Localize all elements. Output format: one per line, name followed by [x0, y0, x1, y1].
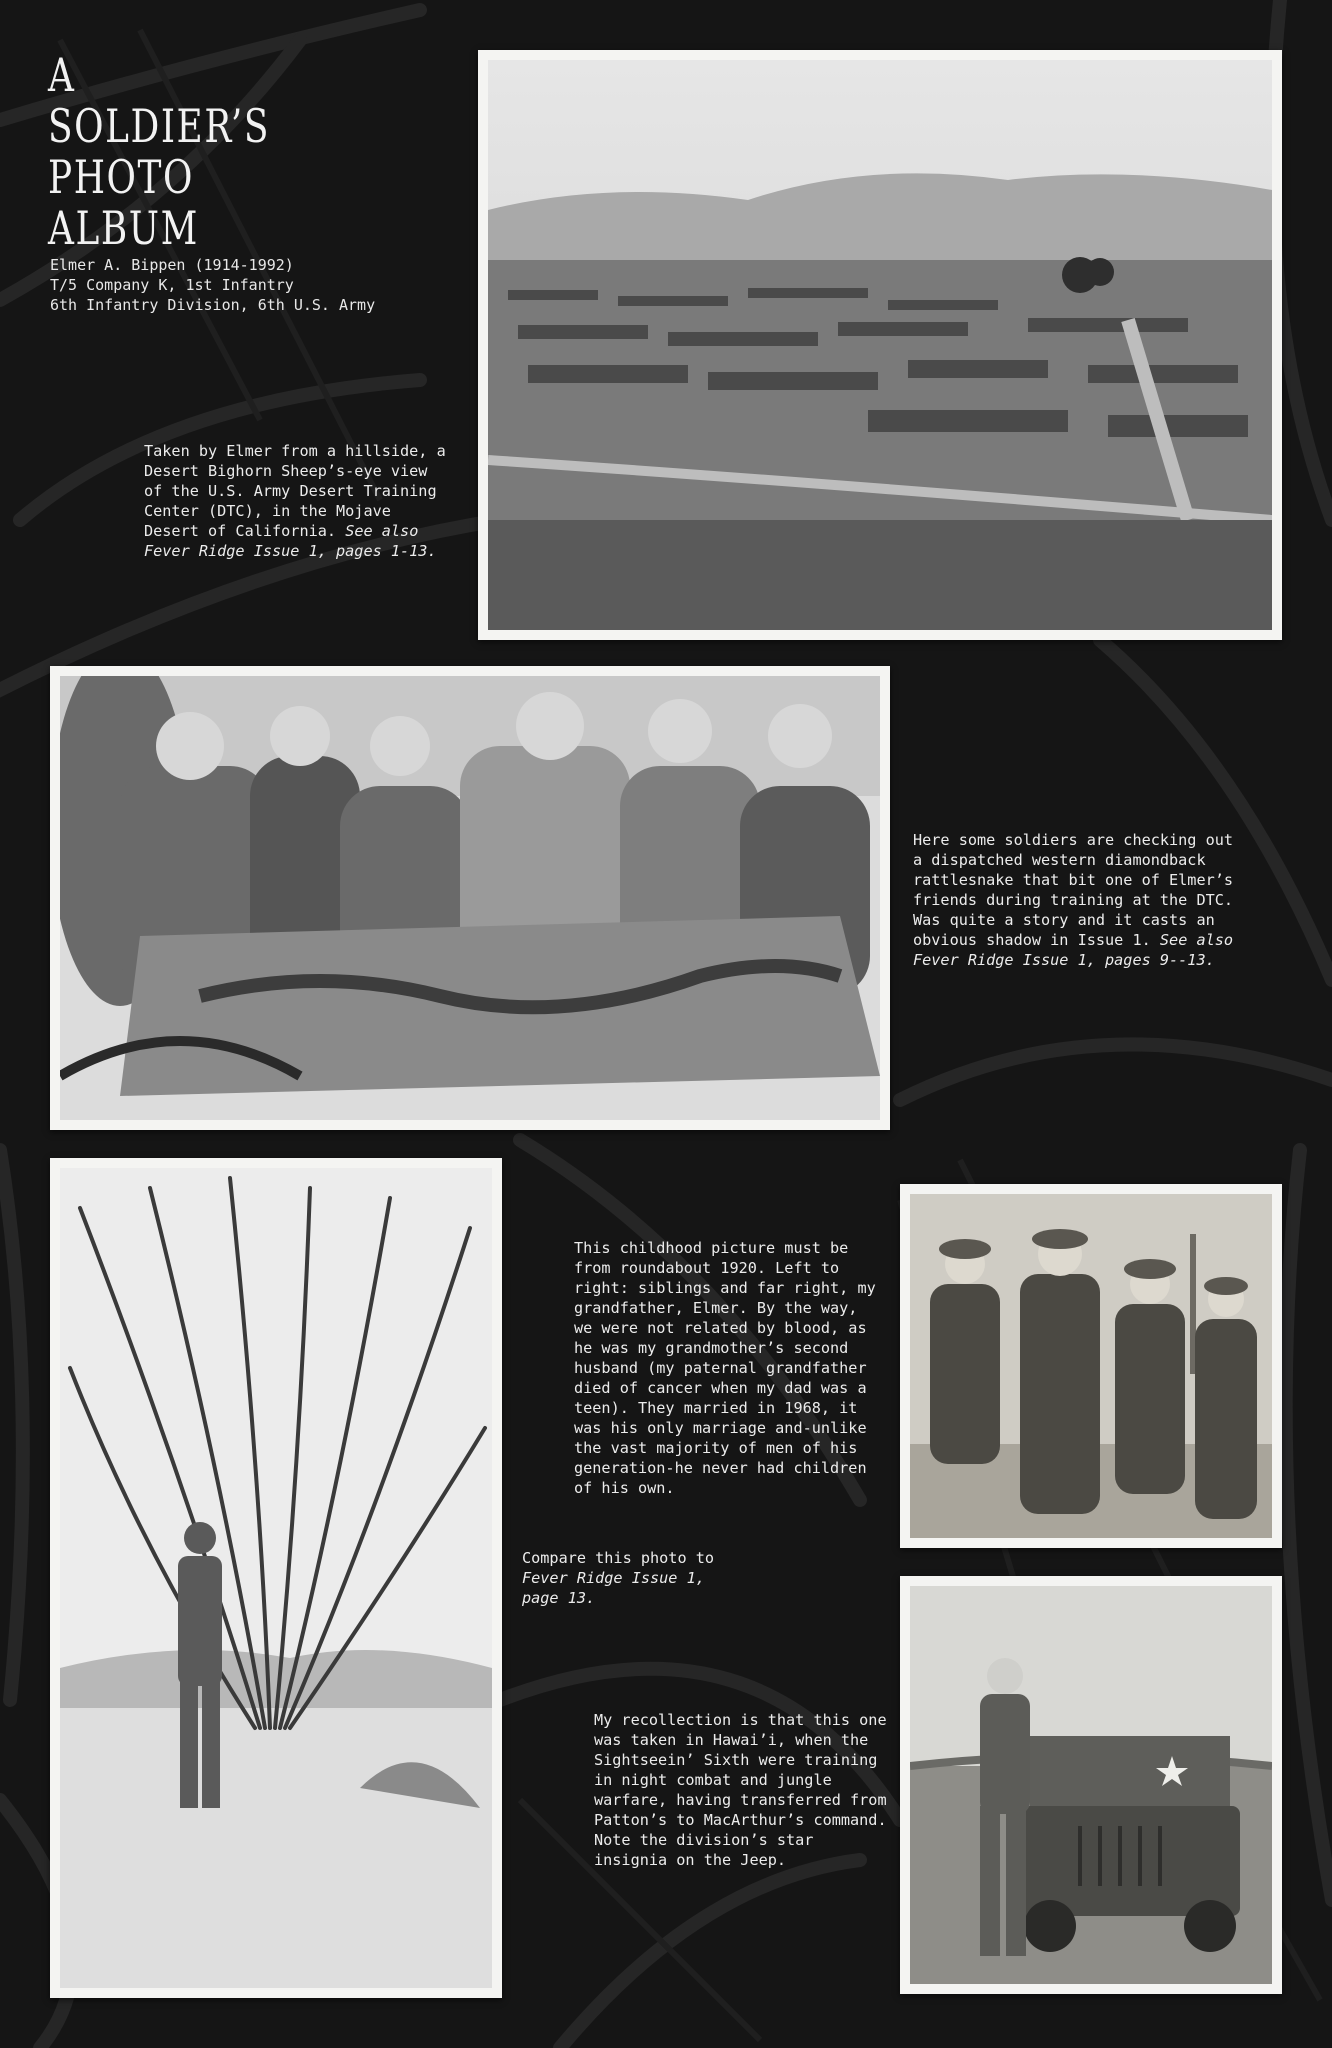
caption-hawaii-text: My recollection is that this one was taken in Hawai’i, when the Sightseein’ Sixth were training in night combat and jungle warfare, having transferred from Patton’s to MacArthur’s command. Note the division’s star insignia on the Jeep.: [594, 1711, 887, 1869]
caption-childhood-text: This childhood picture must be from roundabout 1920. Left to right: siblings and far right, my grandfather, Elmer. By the way, we were not related by blood, as he was my grandmother’s second husband (my paternal grandfather died of cancer when my dad was a teen). They married in 1968, it was his only marriage and-unlike the vast majority of men of his generation-he never had children of his own.: [574, 1239, 876, 1497]
title-line: ALBUM: [48, 201, 199, 255]
jeep-photo-image: [910, 1586, 1272, 1984]
byline-division: 6th Infantry Division, 6th U.S. Army: [50, 296, 376, 314]
title-line: A: [48, 48, 76, 102]
photo-jeep: [900, 1576, 1282, 1994]
byline-unit: T/5 Company K, 1st Infantry: [50, 276, 294, 294]
caption-camp: [144, 441, 454, 561]
byline: [50, 255, 375, 315]
photo-camp: [478, 50, 1282, 640]
title-line: PHOTO: [48, 150, 194, 204]
caption-snake-text: Here some soldiers are checking out a dispatched western diamondback rattlesnake that bit one of Elmer’s friends during training at the DTC. Was quite a story and it casts an obvious shadow in Issue 1.: [913, 831, 1234, 949]
caption-childhood: [574, 1238, 884, 1498]
caption-hawaii: [594, 1710, 890, 1870]
photo-rattlesnake: [50, 666, 890, 1130]
camp-photo-image: [488, 60, 1272, 630]
rattlesnake-photo-image: [60, 676, 880, 1120]
caption-camp-text: Taken by Elmer from a hillside, a Desert Bighorn Sheep’s-eye view of the U.S. Army Desert Training Center (DTC), in the Mojave Desert of California.: [144, 442, 446, 540]
ocotillo-photo-image: [60, 1168, 492, 1988]
four-boys-photo-image: [910, 1194, 1272, 1538]
photo-ocotillo-soldier: [50, 1158, 502, 1998]
caption-compare-text: Compare this photo to: [522, 1549, 715, 1567]
byline-name: Elmer A. Bippen (1914-1992): [50, 256, 294, 274]
title-line: SOLDIER’S: [48, 99, 271, 153]
caption-compare-ref: Fever Ridge Issue 1, page 13.: [522, 1569, 705, 1607]
caption-snake-ref: See also Fever Ridge Issue 1, pages 9--13.: [913, 931, 1234, 969]
caption-snake: [913, 830, 1243, 970]
photo-four-boys: [900, 1184, 1282, 1548]
caption-camp-ref: See also Fever Ridge Issue 1, pages 1-13.: [144, 522, 437, 560]
page-title: [48, 50, 270, 254]
caption-compare: [522, 1548, 722, 1608]
